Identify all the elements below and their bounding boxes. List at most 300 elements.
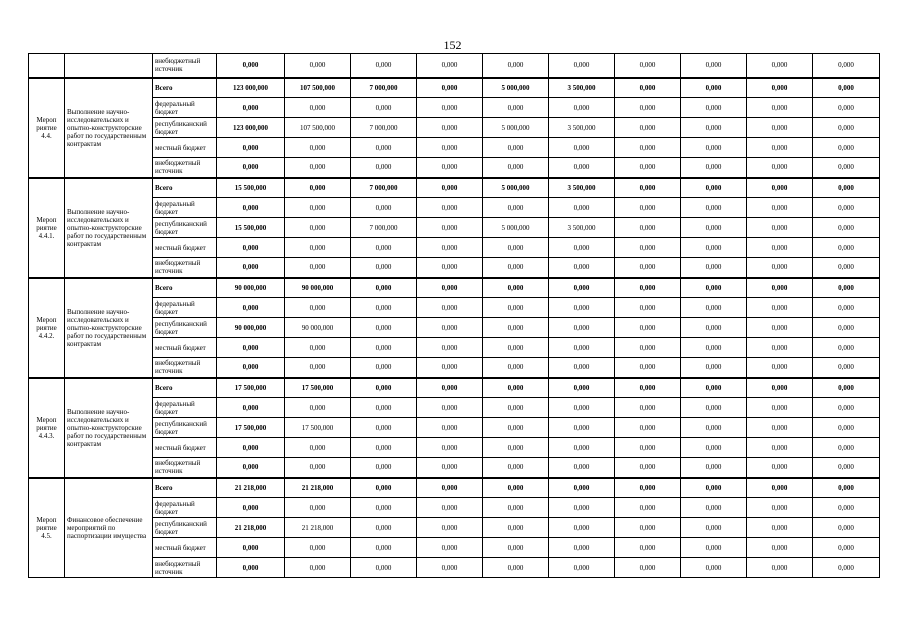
amount-cell: 0,000 (217, 358, 285, 378)
amount-cell: 3 500,000 (549, 78, 615, 98)
funding-source-cell: внебюджетный источник (153, 458, 217, 478)
amount-cell: 0,000 (285, 338, 351, 358)
measure-name-cell: Выполнение научно-исследовательских и опытно-конструкторские работ по государственным контрактам (65, 78, 153, 178)
amount-cell: 0,000 (681, 498, 747, 518)
amount-cell: 0,000 (615, 118, 681, 138)
amount-cell: 0,000 (285, 498, 351, 518)
measure-name-cell: Выполнение научно-исследовательских и опытно-конструкторские работ по государственным контрактам (65, 178, 153, 278)
amount-cell: 0,000 (813, 478, 880, 498)
amount-cell: 0,000 (681, 338, 747, 358)
amount-cell: 0,000 (549, 518, 615, 538)
amount-cell: 0,000 (615, 378, 681, 398)
amount-cell: 17 500,000 (217, 378, 285, 398)
amount-cell: 0,000 (681, 458, 747, 478)
amount-cell: 21 218,000 (285, 518, 351, 538)
funding-source-cell: Всего (153, 478, 217, 498)
amount-cell: 0,000 (549, 258, 615, 278)
table-row (29, 458, 880, 478)
table-row (29, 418, 880, 438)
amount-cell: 0,000 (285, 538, 351, 558)
funding-source-cell: внебюджетный источник (153, 358, 217, 378)
amount-cell: 0,000 (217, 138, 285, 158)
amount-cell: 0,000 (417, 558, 483, 578)
amount-cell: 15 500,000 (217, 218, 285, 238)
amount-cell: 0,000 (681, 218, 747, 238)
table-row (29, 258, 880, 278)
amount-cell: 0,000 (483, 558, 549, 578)
amount-cell: 0,000 (417, 318, 483, 338)
measure-name-cell: Выполнение научно-исследовательских и опытно-конструкторские работ по государственным контрактам (65, 278, 153, 378)
table-row (29, 378, 880, 398)
amount-cell: 0,000 (285, 238, 351, 258)
amount-cell: 0,000 (351, 318, 417, 338)
amount-cell: 0,000 (549, 54, 615, 78)
amount-cell: 0,000 (681, 378, 747, 398)
table-row (29, 518, 880, 538)
amount-cell: 0,000 (483, 278, 549, 298)
amount-cell: 0,000 (285, 138, 351, 158)
amount-cell: 0,000 (549, 358, 615, 378)
amount-cell: 0,000 (351, 54, 417, 78)
amount-cell: 0,000 (615, 438, 681, 458)
amount-cell: 0,000 (681, 138, 747, 158)
amount-cell: 0,000 (747, 298, 813, 318)
amount-cell: 0,000 (285, 198, 351, 218)
amount-cell: 0,000 (483, 318, 549, 338)
amount-cell: 0,000 (217, 438, 285, 458)
amount-cell: 0,000 (417, 378, 483, 398)
amount-cell: 0,000 (813, 398, 880, 418)
funding-source-cell: федеральный бюджет (153, 198, 217, 218)
amount-cell: 0,000 (351, 238, 417, 258)
measure-code-cell (29, 54, 65, 78)
amount-cell: 0,000 (747, 98, 813, 118)
measure-code-cell: Мероп риятие 4.4.3. (29, 378, 65, 478)
amount-cell: 0,000 (217, 298, 285, 318)
funding-source-cell: Всего (153, 78, 217, 98)
amount-cell: 0,000 (483, 138, 549, 158)
amount-cell: 0,000 (681, 538, 747, 558)
amount-cell: 0,000 (549, 378, 615, 398)
amount-cell: 0,000 (549, 558, 615, 578)
amount-cell: 0,000 (351, 378, 417, 398)
funding-source-cell: местный бюджет (153, 238, 217, 258)
amount-cell: 0,000 (681, 258, 747, 278)
amount-cell: 0,000 (747, 138, 813, 158)
amount-cell: 0,000 (217, 158, 285, 178)
amount-cell: 0,000 (417, 498, 483, 518)
funding-source-cell: Всего (153, 378, 217, 398)
amount-cell: 0,000 (549, 298, 615, 318)
table-row (29, 338, 880, 358)
amount-cell: 0,000 (549, 318, 615, 338)
amount-cell: 0,000 (549, 338, 615, 358)
page-number: 152 (443, 38, 462, 52)
amount-cell: 5 000,000 (483, 218, 549, 238)
amount-cell: 0,000 (681, 358, 747, 378)
table-row (29, 478, 880, 498)
amount-cell: 0,000 (747, 558, 813, 578)
amount-cell: 0,000 (747, 478, 813, 498)
amount-cell: 0,000 (483, 258, 549, 278)
amount-cell: 0,000 (681, 318, 747, 338)
amount-cell: 3 500,000 (549, 118, 615, 138)
amount-cell: 5 000,000 (483, 178, 549, 198)
funding-source-cell: федеральный бюджет (153, 398, 217, 418)
amount-cell: 7 000,000 (351, 118, 417, 138)
amount-cell: 0,000 (417, 418, 483, 438)
amount-cell: 0,000 (417, 54, 483, 78)
amount-cell: 0,000 (549, 98, 615, 118)
funding-source-cell: федеральный бюджет (153, 498, 217, 518)
table-row (29, 158, 880, 178)
amount-cell: 0,000 (747, 238, 813, 258)
amount-cell: 0,000 (351, 278, 417, 298)
amount-cell: 0,000 (351, 398, 417, 418)
amount-cell: 0,000 (417, 438, 483, 458)
amount-cell: 0,000 (417, 98, 483, 118)
amount-cell: 0,000 (417, 538, 483, 558)
amount-cell: 0,000 (615, 178, 681, 198)
amount-cell: 0,000 (483, 518, 549, 538)
amount-cell: 0,000 (681, 158, 747, 178)
amount-cell: 0,000 (813, 418, 880, 438)
amount-cell: 0,000 (351, 458, 417, 478)
amount-cell: 0,000 (351, 138, 417, 158)
amount-cell: 0,000 (351, 198, 417, 218)
amount-cell: 0,000 (615, 98, 681, 118)
table-row (29, 358, 880, 378)
amount-cell: 0,000 (483, 398, 549, 418)
table-row (29, 278, 880, 298)
amount-cell: 0,000 (549, 498, 615, 518)
amount-cell: 0,000 (813, 438, 880, 458)
amount-cell: 0,000 (417, 358, 483, 378)
amount-cell: 0,000 (747, 538, 813, 558)
amount-cell: 21 218,000 (217, 518, 285, 538)
amount-cell: 0,000 (351, 298, 417, 318)
amount-cell: 0,000 (813, 458, 880, 478)
funding-source-cell: республиканский бюджет (153, 118, 217, 138)
amount-cell: 0,000 (417, 178, 483, 198)
amount-cell: 0,000 (747, 338, 813, 358)
amount-cell: 0,000 (615, 54, 681, 78)
amount-cell: 0,000 (615, 498, 681, 518)
amount-cell: 17 500,000 (285, 418, 351, 438)
amount-cell: 0,000 (351, 338, 417, 358)
amount-cell: 0,000 (747, 278, 813, 298)
amount-cell: 0,000 (417, 118, 483, 138)
amount-cell: 0,000 (747, 438, 813, 458)
amount-cell: 0,000 (681, 558, 747, 578)
amount-cell: 7 000,000 (351, 178, 417, 198)
amount-cell: 0,000 (217, 98, 285, 118)
amount-cell: 0,000 (549, 398, 615, 418)
amount-cell: 0,000 (747, 118, 813, 138)
amount-cell: 0,000 (417, 478, 483, 498)
amount-cell: 0,000 (285, 398, 351, 418)
amount-cell: 0,000 (615, 278, 681, 298)
table-row (29, 218, 880, 238)
amount-cell: 0,000 (615, 318, 681, 338)
amount-cell: 21 218,000 (217, 478, 285, 498)
amount-cell: 0,000 (351, 558, 417, 578)
amount-cell: 0,000 (681, 54, 747, 78)
amount-cell: 0,000 (813, 98, 880, 118)
amount-cell: 0,000 (813, 318, 880, 338)
amount-cell: 0,000 (681, 438, 747, 458)
amount-cell: 0,000 (351, 438, 417, 458)
amount-cell: 0,000 (351, 518, 417, 538)
amount-cell: 0,000 (417, 158, 483, 178)
table-row (29, 558, 880, 578)
amount-cell: 0,000 (483, 298, 549, 318)
measure-name-cell (65, 54, 153, 78)
amount-cell: 17 500,000 (285, 378, 351, 398)
amount-cell: 0,000 (615, 458, 681, 478)
amount-cell: 5 000,000 (483, 118, 549, 138)
amount-cell: 0,000 (813, 54, 880, 78)
table-row (29, 138, 880, 158)
amount-cell: 0,000 (417, 398, 483, 418)
table-row (29, 54, 880, 78)
amount-cell: 0,000 (615, 138, 681, 158)
amount-cell: 0,000 (549, 138, 615, 158)
amount-cell: 0,000 (417, 298, 483, 318)
funding-source-cell: федеральный бюджет (153, 98, 217, 118)
amount-cell: 5 000,000 (483, 78, 549, 98)
amount-cell: 7 000,000 (351, 218, 417, 238)
table-row (29, 318, 880, 338)
amount-cell: 0,000 (747, 258, 813, 278)
amount-cell: 0,000 (813, 558, 880, 578)
budget-table (28, 53, 880, 578)
amount-cell: 0,000 (813, 338, 880, 358)
amount-cell: 123 000,000 (217, 78, 285, 98)
amount-cell: 0,000 (351, 538, 417, 558)
amount-cell: 0,000 (549, 438, 615, 458)
amount-cell: 107 500,000 (285, 118, 351, 138)
amount-cell: 0,000 (351, 98, 417, 118)
funding-source-cell: республиканский бюджет (153, 418, 217, 438)
amount-cell: 0,000 (483, 478, 549, 498)
amount-cell: 0,000 (483, 238, 549, 258)
amount-cell: 0,000 (483, 158, 549, 178)
amount-cell: 0,000 (549, 238, 615, 258)
amount-cell: 0,000 (417, 258, 483, 278)
amount-cell: 0,000 (285, 54, 351, 78)
amount-cell: 0,000 (747, 54, 813, 78)
amount-cell: 0,000 (813, 198, 880, 218)
amount-cell: 0,000 (813, 78, 880, 98)
amount-cell: 0,000 (217, 258, 285, 278)
table-row (29, 78, 880, 98)
measure-code-cell: Мероп риятие 4.4. (29, 78, 65, 178)
amount-cell: 0,000 (351, 478, 417, 498)
amount-cell: 0,000 (285, 258, 351, 278)
amount-cell: 0,000 (747, 78, 813, 98)
funding-source-cell: федеральный бюджет (153, 298, 217, 318)
amount-cell: 0,000 (615, 238, 681, 258)
table-row (29, 198, 880, 218)
amount-cell: 0,000 (217, 338, 285, 358)
amount-cell: 0,000 (351, 158, 417, 178)
amount-cell: 0,000 (615, 258, 681, 278)
amount-cell: 0,000 (681, 518, 747, 538)
funding-source-cell: внебюджетный источник (153, 158, 217, 178)
amount-cell: 0,000 (813, 298, 880, 318)
measure-code-cell: Мероп риятие 4.4.1. (29, 178, 65, 278)
amount-cell: 0,000 (747, 398, 813, 418)
funding-source-cell: Всего (153, 178, 217, 198)
amount-cell: 0,000 (549, 198, 615, 218)
amount-cell: 0,000 (417, 338, 483, 358)
amount-cell: 0,000 (681, 178, 747, 198)
amount-cell: 0,000 (285, 158, 351, 178)
table-row (29, 118, 880, 138)
amount-cell: 0,000 (681, 98, 747, 118)
amount-cell: 0,000 (417, 518, 483, 538)
amount-cell: 0,000 (483, 338, 549, 358)
amount-cell: 0,000 (681, 478, 747, 498)
amount-cell: 0,000 (813, 138, 880, 158)
amount-cell: 0,000 (217, 558, 285, 578)
amount-cell: 0,000 (417, 218, 483, 238)
amount-cell: 0,000 (217, 538, 285, 558)
amount-cell: 0,000 (747, 418, 813, 438)
amount-cell: 0,000 (747, 318, 813, 338)
amount-cell: 0,000 (681, 398, 747, 418)
amount-cell: 90 000,000 (217, 278, 285, 298)
amount-cell: 0,000 (217, 198, 285, 218)
funding-source-cell: местный бюджет (153, 338, 217, 358)
amount-cell: 0,000 (483, 98, 549, 118)
table-row (29, 298, 880, 318)
table-row (29, 238, 880, 258)
funding-source-cell: местный бюджет (153, 438, 217, 458)
amount-cell: 0,000 (285, 558, 351, 578)
amount-cell: 0,000 (813, 278, 880, 298)
funding-source-cell: республиканский бюджет (153, 518, 217, 538)
amount-cell: 0,000 (615, 218, 681, 238)
amount-cell: 0,000 (285, 458, 351, 478)
amount-cell: 0,000 (483, 54, 549, 78)
amount-cell: 0,000 (681, 118, 747, 138)
amount-cell: 0,000 (549, 278, 615, 298)
amount-cell: 0,000 (483, 378, 549, 398)
amount-cell: 0,000 (747, 158, 813, 178)
amount-cell: 0,000 (217, 398, 285, 418)
amount-cell: 0,000 (351, 258, 417, 278)
funding-source-cell: внебюджетный источник (153, 258, 217, 278)
amount-cell: 3 500,000 (549, 218, 615, 238)
amount-cell: 0,000 (417, 278, 483, 298)
amount-cell: 0,000 (615, 198, 681, 218)
amount-cell: 0,000 (217, 238, 285, 258)
table-row (29, 178, 880, 198)
table-row (29, 398, 880, 418)
amount-cell: 0,000 (747, 518, 813, 538)
amount-cell: 15 500,000 (217, 178, 285, 198)
amount-cell: 0,000 (813, 538, 880, 558)
amount-cell: 0,000 (747, 358, 813, 378)
amount-cell: 0,000 (351, 358, 417, 378)
measure-code-cell: Мероп риятие 4.5. (29, 478, 65, 578)
amount-cell: 0,000 (681, 298, 747, 318)
amount-cell: 7 000,000 (351, 78, 417, 98)
amount-cell: 0,000 (747, 498, 813, 518)
funding-source-cell: внебюджетный источник (153, 558, 217, 578)
funding-source-cell: местный бюджет (153, 538, 217, 558)
amount-cell: 0,000 (747, 198, 813, 218)
amount-cell: 0,000 (813, 238, 880, 258)
amount-cell: 0,000 (813, 358, 880, 378)
amount-cell: 90 000,000 (285, 318, 351, 338)
amount-cell: 0,000 (615, 518, 681, 538)
amount-cell: 0,000 (615, 298, 681, 318)
funding-source-cell: республиканский бюджет (153, 218, 217, 238)
amount-cell: 0,000 (681, 418, 747, 438)
amount-cell: 0,000 (549, 158, 615, 178)
funding-source-cell: республиканский бюджет (153, 318, 217, 338)
amount-cell: 0,000 (615, 418, 681, 438)
amount-cell: 0,000 (747, 178, 813, 198)
table-row (29, 438, 880, 458)
amount-cell: 0,000 (285, 98, 351, 118)
amount-cell: 0,000 (813, 378, 880, 398)
amount-cell: 0,000 (615, 338, 681, 358)
amount-cell: 0,000 (681, 78, 747, 98)
amount-cell: 0,000 (813, 258, 880, 278)
amount-cell: 0,000 (813, 178, 880, 198)
amount-cell: 0,000 (417, 138, 483, 158)
amount-cell: 17 500,000 (217, 418, 285, 438)
measure-name-cell: Финансовое обеспечение мероприятий по паспортизации имущества (65, 478, 153, 578)
amount-cell: 0,000 (417, 198, 483, 218)
funding-source-cell: местный бюджет (153, 138, 217, 158)
funding-source-cell: Всего (153, 278, 217, 298)
amount-cell: 0,000 (615, 158, 681, 178)
amount-cell: 0,000 (813, 158, 880, 178)
amount-cell: 0,000 (483, 538, 549, 558)
amount-cell: 107 500,000 (285, 78, 351, 98)
amount-cell: 90 000,000 (217, 318, 285, 338)
amount-cell: 0,000 (483, 458, 549, 478)
table-row (29, 538, 880, 558)
amount-cell: 0,000 (747, 458, 813, 478)
amount-cell: 0,000 (813, 218, 880, 238)
amount-cell: 0,000 (351, 418, 417, 438)
amount-cell: 0,000 (615, 78, 681, 98)
amount-cell: 0,000 (285, 218, 351, 238)
amount-cell: 0,000 (615, 398, 681, 418)
amount-cell: 0,000 (681, 198, 747, 218)
amount-cell: 0,000 (615, 358, 681, 378)
amount-cell: 123 000,000 (217, 118, 285, 138)
amount-cell: 0,000 (285, 438, 351, 458)
amount-cell: 0,000 (681, 278, 747, 298)
amount-cell: 0,000 (747, 378, 813, 398)
measure-name-cell: Выполнение научно-исследовательских и опытно-конструкторские работ по государственным контрактам (65, 378, 153, 478)
amount-cell: 0,000 (417, 78, 483, 98)
amount-cell: 0,000 (217, 498, 285, 518)
amount-cell: 0,000 (483, 498, 549, 518)
amount-cell: 0,000 (615, 538, 681, 558)
amount-cell: 0,000 (351, 498, 417, 518)
amount-cell: 0,000 (217, 54, 285, 78)
amount-cell: 3 500,000 (549, 178, 615, 198)
amount-cell: 0,000 (549, 418, 615, 438)
